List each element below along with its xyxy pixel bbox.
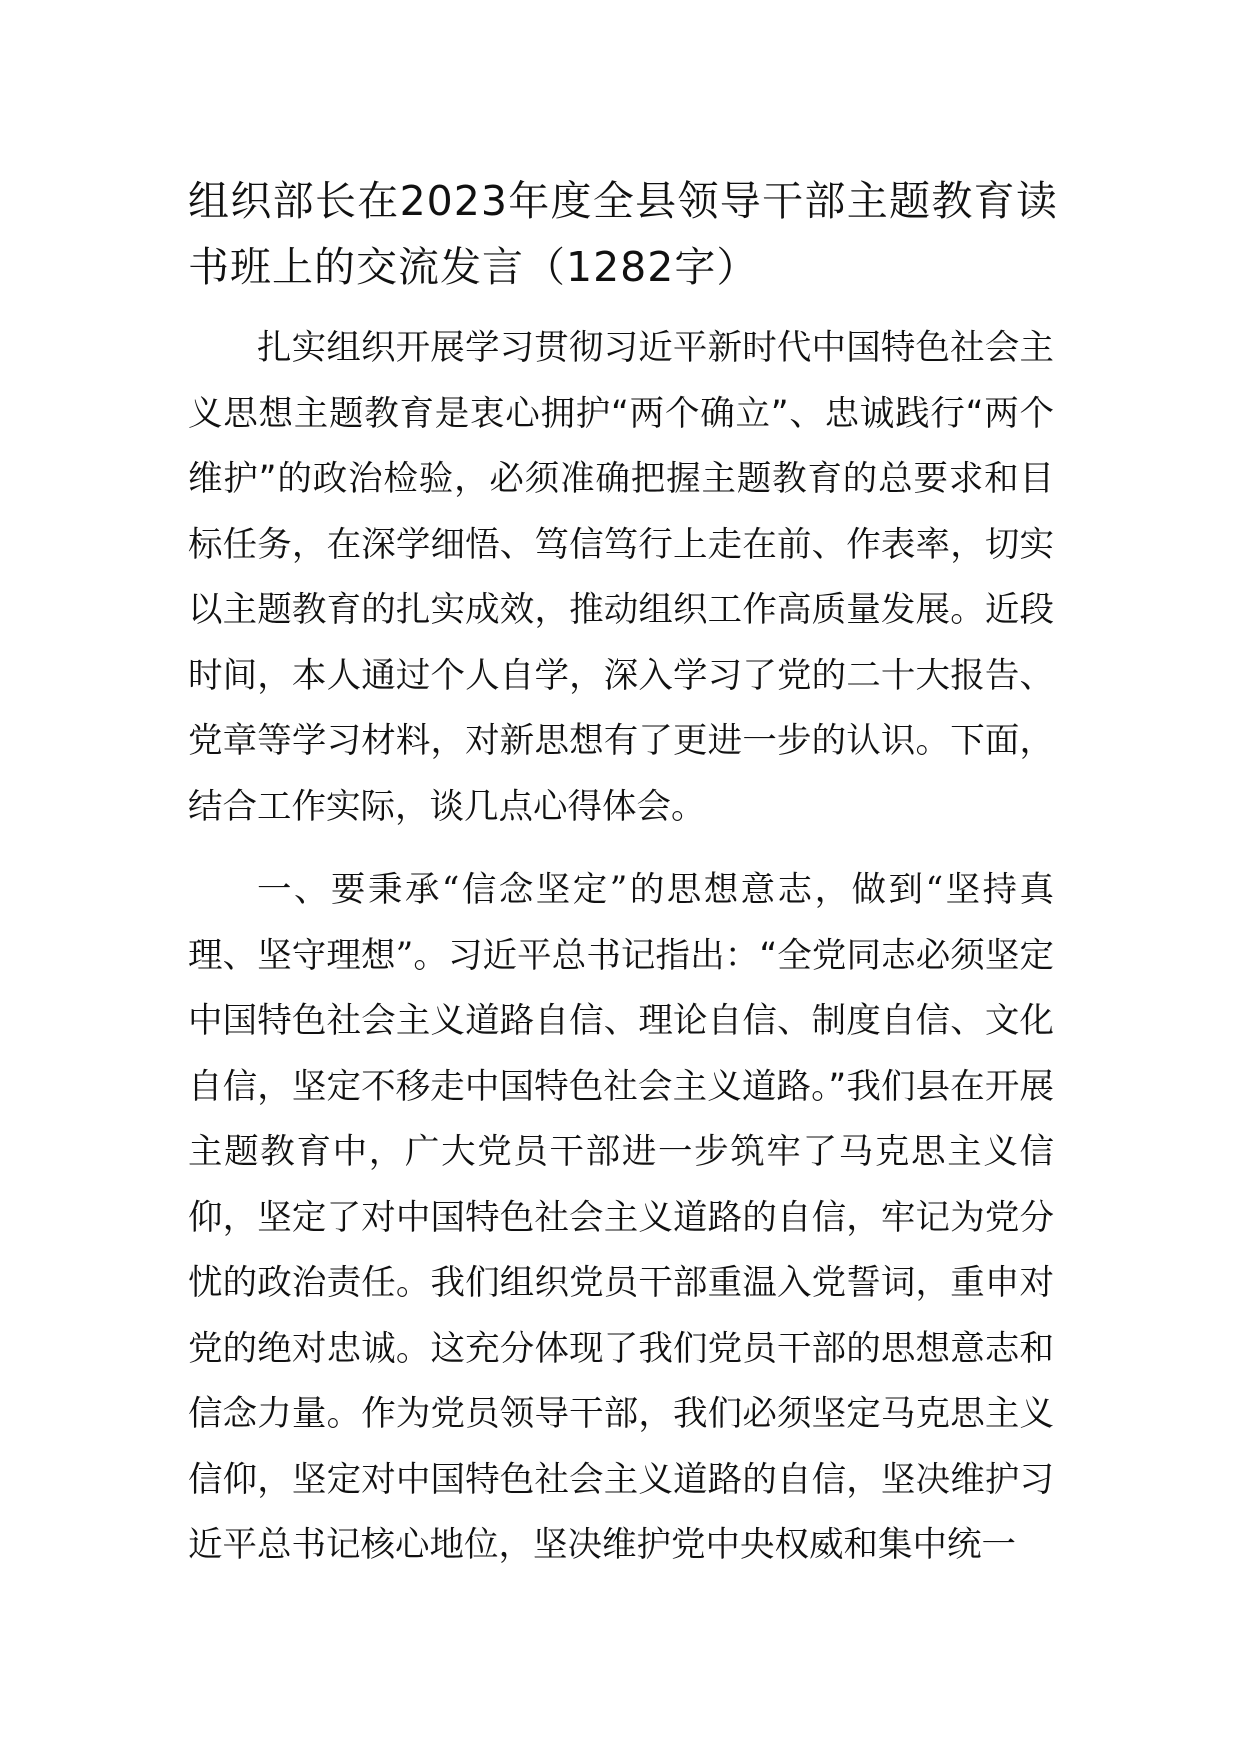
paragraph-text: 扎实组织开展学习贯彻习近平新时代中国特色社会主义思想主题教育是衷心拥护“两个确立”、忠诚践行“两个维护”的政治检验，必须准确把握主题教育的总要求和目标任务，在深学细悟、笃信笃行上走在前、作表率，切实以主题教育的扎实成效，推动组织工作高质量发展。近段时间，本人通过个人自学，深入学习了党的二十大报告、党章等学习材料，对新思想有了更进一步的认识。下面，结合工作实际，谈几点心得体会。 — [188, 328, 1054, 827]
body-paragraph-intro — [188, 316, 1054, 840]
paragraph-text: 习近平总书记指出：“全党同志必须坚定中国特色社会主义道路自信、理论自信、制度自信、文化自信，坚定不移走中国特色社会主义道路。”我们县在开展主题教育中，广大党员干部进一步筑牢了马克思主义信仰，坚定了对中国特色社会主义道路的自信，牢记为党分忧的政治责任。我们组织党员干部重温入党誓词，重申对党的绝对忠诚。这充分体现了我们党员干部的思想意志和信念力量。作为党员领导干部，我们必须坚定马克思主义信仰，坚定对中国特色社会主义道路的自信，坚决维护习近平总书记核心地位，坚决维护党中央权威和集中统一 — [188, 935, 1054, 1565]
document-title: 组织部长在2023年度全县领导干部主题教育读书班上的交流发言（1282字） — [188, 177, 1058, 291]
body-paragraph-section-one — [188, 858, 1054, 1579]
section-heading: 一、要秉承“信念坚定”的思想意志，做到“坚持真理、坚守理想”。 — [188, 870, 1054, 976]
